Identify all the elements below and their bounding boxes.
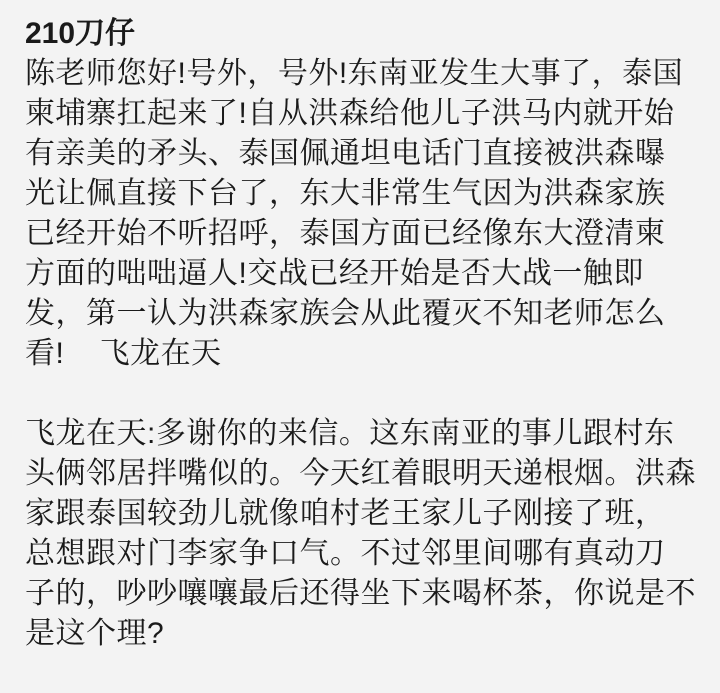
reply-paragraph	[25, 414, 698, 654]
text-line: 有亲美的矛头、泰国佩通坦电话门直接被洪森曝	[25, 137, 666, 170]
text-line: 柬埔寨扛起来了!自从洪森给他儿子洪马内就开始	[25, 97, 675, 130]
text-line: 是这个理?	[25, 617, 165, 650]
text-line: 总想跟对门李家争口气。不过邻里间哪有真动刀	[25, 537, 666, 570]
text-line: 光让佩直接下台了，东大非常生气因为洪森家族	[25, 177, 666, 210]
text-line: 陈老师您好!号外，号外!东南亚发生大事了，泰国	[25, 57, 684, 90]
text-line: 子的，吵吵嚷嚷最后还得坐下来喝杯茶，你说是不	[25, 577, 696, 610]
text-line: 已经开始不听招呼，泰国方面已经像东大澄清柬	[25, 217, 666, 250]
reader-letter-paragraph	[25, 54, 698, 374]
letter-signoff-line: 看! 飞龙在天	[25, 337, 222, 370]
text-line: 家跟泰国较劲儿就像咱村老王家儿子刚接了班，	[25, 497, 666, 530]
text-line: 发，第一认为洪森家族会从此覆灭不知老师怎么	[25, 297, 666, 330]
text-line: 方面的咄咄逼人!交战已经开始是否大战一触即	[25, 257, 644, 290]
article-title: 210刀仔	[25, 17, 136, 50]
text-line: 头俩邻居拌嘴似的。今天红着眼明天递根烟。洪森	[25, 457, 696, 490]
paragraph-gap	[25, 374, 698, 414]
text-line: 飞龙在天:多谢你的来信。这东南亚的事儿跟村东	[25, 417, 675, 450]
